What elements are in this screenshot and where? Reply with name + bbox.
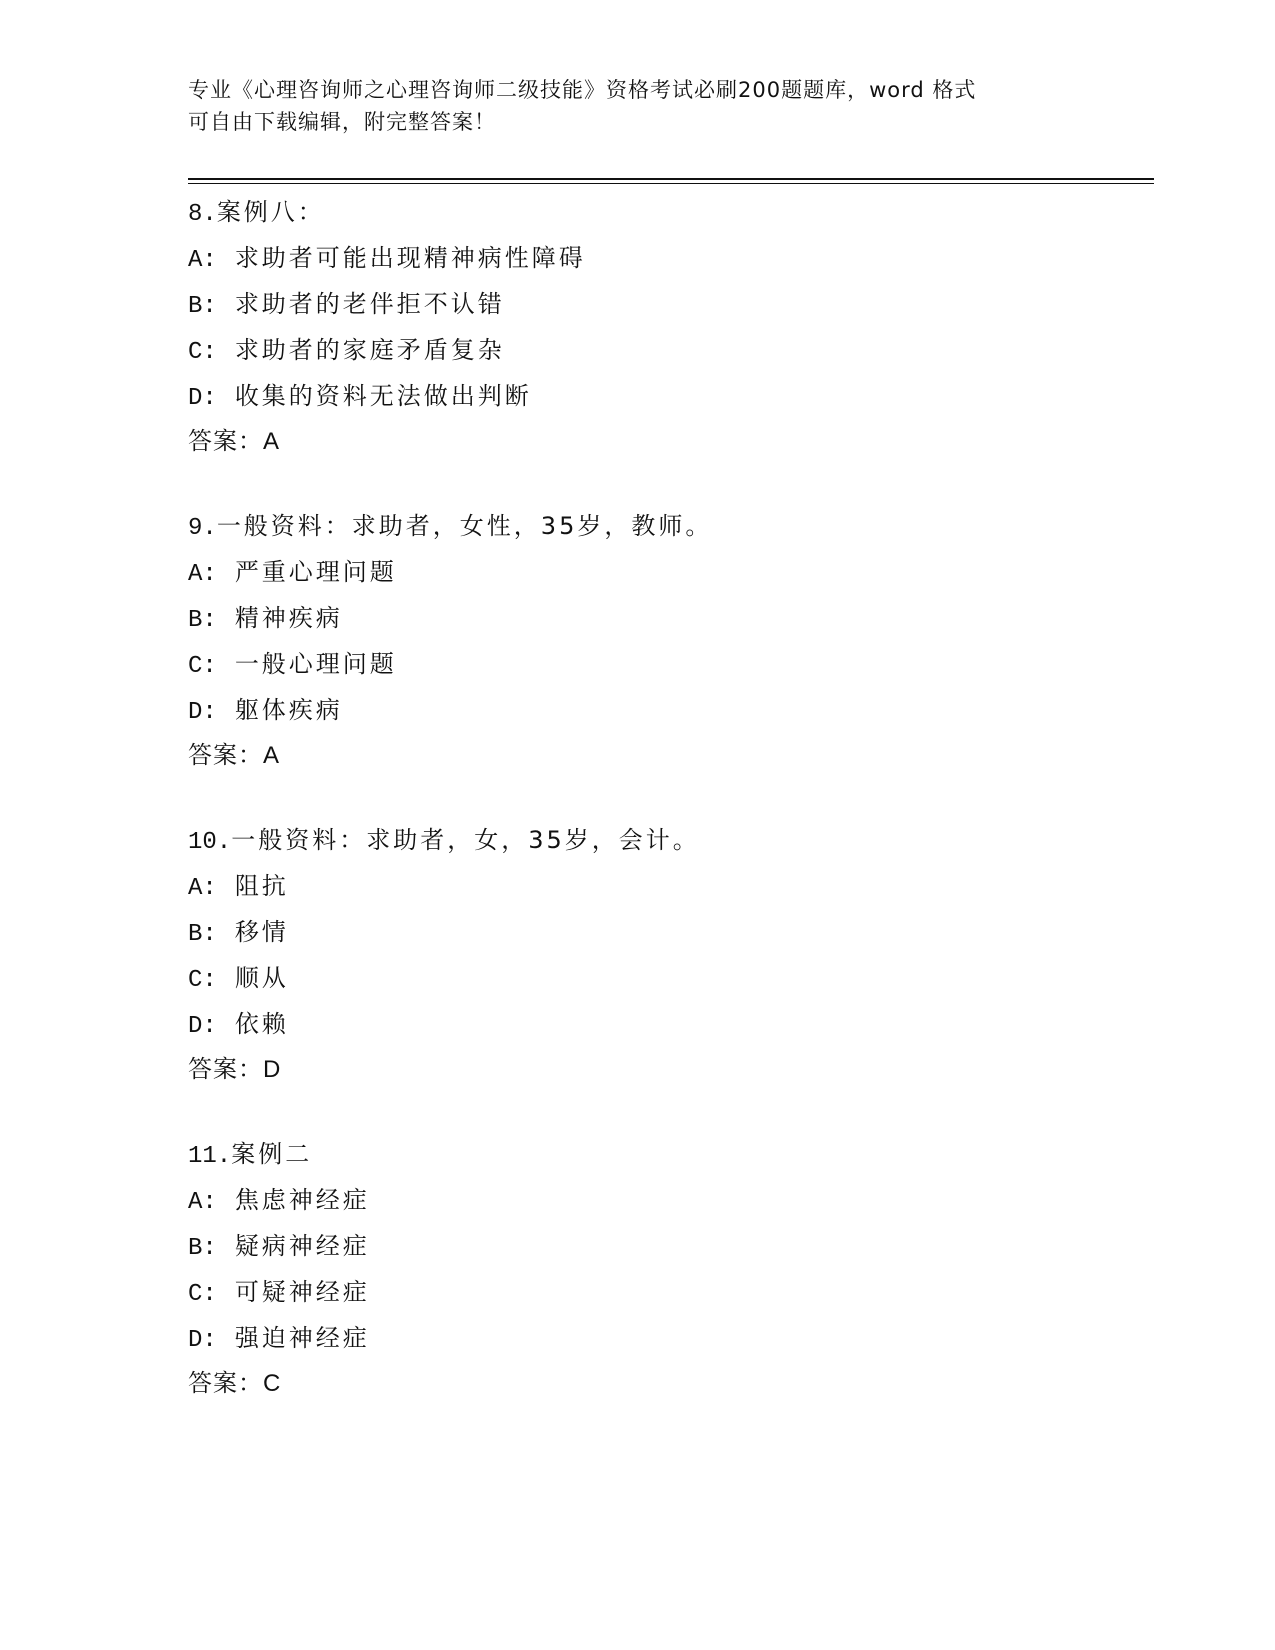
option-c — [188, 327, 1148, 373]
question-text: 案例二 — [231, 1140, 313, 1168]
option-letter: C: — [188, 653, 217, 680]
option-letter: D: — [188, 699, 217, 726]
option-letter: A: — [188, 1189, 217, 1216]
option-text: 焦虑神经症 — [234, 1186, 370, 1214]
header-rule-thick — [188, 178, 1154, 180]
question-stem — [188, 1131, 1148, 1177]
question-11 — [188, 1131, 1148, 1407]
option-a — [188, 549, 1148, 595]
option-letter: D: — [188, 385, 217, 412]
option-text: 强迫神经症 — [234, 1324, 370, 1352]
header-line-1: 专业《心理咨询师之心理咨询师二级技能》资格考试必刷200题题库，word 格式 — [188, 78, 977, 102]
question-number: 11. — [188, 1143, 232, 1170]
option-letter: B: — [188, 293, 217, 320]
option-text: 一般心理问题 — [234, 650, 397, 678]
option-a — [188, 235, 1148, 281]
option-text: 求助者的家庭矛盾复杂 — [234, 336, 505, 364]
option-c — [188, 1269, 1148, 1315]
answer-value: C — [263, 1370, 282, 1397]
answer-value: A — [263, 742, 281, 769]
answer-line — [188, 1361, 1148, 1407]
option-text: 收集的资料无法做出判断 — [234, 382, 532, 410]
option-text: 顺从 — [234, 964, 289, 992]
option-c — [188, 641, 1148, 687]
option-text: 严重心理问题 — [234, 558, 397, 586]
answer-label: 答案： — [188, 1370, 263, 1397]
option-letter: D: — [188, 1013, 217, 1040]
option-text: 躯体疾病 — [234, 696, 343, 724]
option-a — [188, 863, 1148, 909]
option-c — [188, 955, 1148, 1001]
option-letter: C: — [188, 339, 217, 366]
answer-line — [188, 1047, 1148, 1093]
option-text: 疑病神经症 — [234, 1232, 370, 1260]
option-d — [188, 373, 1148, 419]
option-letter: C: — [188, 1281, 217, 1308]
question-text: 案例八： — [216, 198, 325, 226]
option-d — [188, 687, 1148, 733]
option-b — [188, 595, 1148, 641]
question-text: 一般资料：求助者，女性，35岁，教师。 — [216, 512, 713, 540]
option-text: 可疑神经症 — [234, 1278, 370, 1306]
answer-label: 答案： — [188, 1056, 263, 1083]
question-8 — [188, 189, 1148, 465]
answer-line — [188, 419, 1148, 465]
document-header — [188, 74, 1088, 138]
header-rule-thin — [188, 183, 1154, 184]
question-number: 10. — [188, 829, 232, 856]
answer-line — [188, 733, 1148, 779]
option-letter: A: — [188, 875, 217, 902]
option-d — [188, 1315, 1148, 1361]
answer-value: A — [263, 428, 281, 455]
option-text: 求助者的老伴拒不认错 — [234, 290, 505, 318]
option-text: 阻抗 — [234, 872, 289, 900]
answer-label: 答案： — [188, 428, 263, 455]
question-number: 9. — [188, 515, 217, 542]
option-b — [188, 909, 1148, 955]
header-line-2: 可自由下载编辑，附完整答案！ — [188, 110, 496, 134]
answer-label: 答案： — [188, 742, 263, 769]
option-letter: B: — [188, 1235, 217, 1262]
question-list — [188, 189, 1148, 1445]
question-stem — [188, 503, 1148, 549]
question-10 — [188, 817, 1148, 1093]
option-text: 求助者可能出现精神病性障碍 — [234, 244, 586, 272]
option-letter: B: — [188, 607, 217, 634]
option-text: 精神疾病 — [234, 604, 343, 632]
option-b — [188, 1223, 1148, 1269]
question-number: 8. — [188, 201, 217, 228]
option-letter: C: — [188, 967, 217, 994]
option-letter: B: — [188, 921, 217, 948]
option-text: 移情 — [234, 918, 289, 946]
option-letter: A: — [188, 247, 217, 274]
question-9 — [188, 503, 1148, 779]
question-text: 一般资料：求助者，女，35岁，会计。 — [231, 826, 700, 854]
option-d — [188, 1001, 1148, 1047]
question-stem — [188, 189, 1148, 235]
option-a — [188, 1177, 1148, 1223]
option-letter: A: — [188, 561, 217, 588]
option-b — [188, 281, 1148, 327]
option-letter: D: — [188, 1327, 217, 1354]
answer-value: D — [263, 1056, 282, 1083]
question-stem — [188, 817, 1148, 863]
option-text: 依赖 — [234, 1010, 289, 1038]
